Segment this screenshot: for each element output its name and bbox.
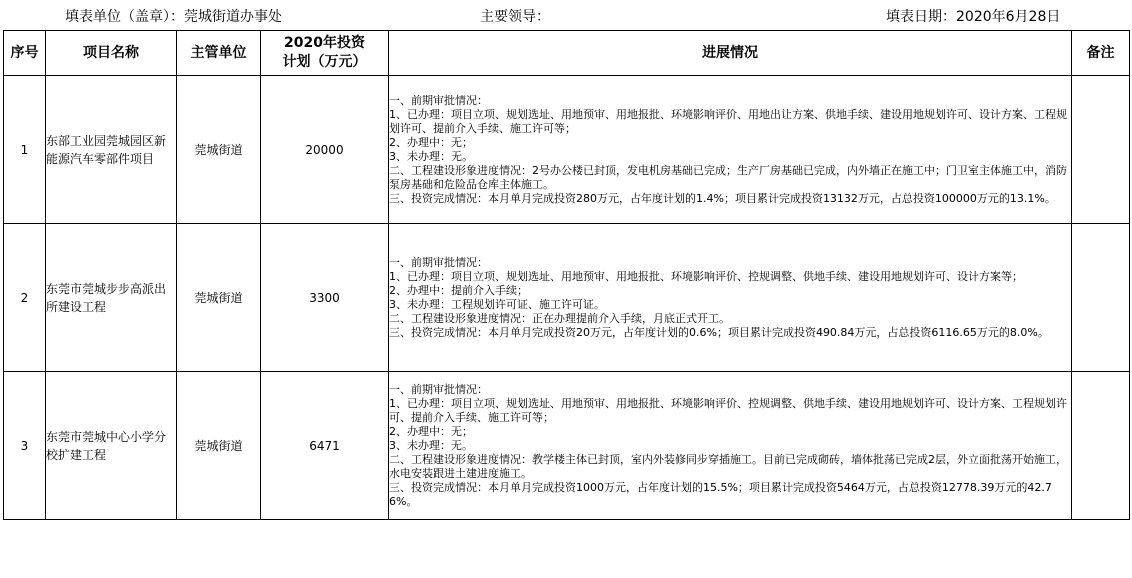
- progress-line: 3、未办理：无。: [389, 149, 473, 163]
- table-row: [4, 224, 1130, 372]
- progress-cell: [389, 372, 1072, 520]
- progress-line: 2、办理中：无；: [389, 424, 473, 438]
- main-leader: 主要领导：: [480, 9, 550, 25]
- progress-cell: [389, 76, 1072, 224]
- table-row: [4, 76, 1130, 224]
- table-row: [4, 372, 1130, 520]
- progress-line: 三、投资完成情况：本月单月完成投资1000万元，占年度计划的15.5%；项目累计完成投资5464万元，占总投资12778.39万元的42.76%。: [389, 480, 1052, 508]
- managing-unit: 莞城街道: [177, 372, 261, 520]
- remark-cell: [1072, 224, 1130, 372]
- col-header-name: 项目名称: [46, 31, 177, 76]
- report-header: [0, 0, 1132, 30]
- col-header-unit: 主管单位: [177, 31, 261, 76]
- investment-plan: 20000: [261, 76, 389, 224]
- progress-line: 3、未办理：工程规划许可证、施工许可证。: [389, 297, 605, 311]
- filing-date: 填表日期：2020年6月28日: [886, 9, 1061, 25]
- progress-line: 2、办理中：无；: [389, 135, 473, 149]
- col-header-plan: [261, 31, 389, 76]
- progress-line: 3、未办理：无。: [389, 438, 473, 452]
- progress-line: 2、办理中：提前介入手续；: [389, 283, 528, 297]
- row-index: 3: [4, 372, 46, 520]
- progress-line: 三、投资完成情况：本月单月完成投资20万元，占年度计划的0.6%；项目累计完成投资490.84万元，占总投资6116.65万元的8.0%。: [389, 325, 1049, 339]
- progress-line: 一、前期审批情况：: [389, 93, 488, 107]
- col-header-plan-line1: 2020年投资: [284, 35, 365, 51]
- project-name: 东莞市莞城步步高派出所建设工程: [46, 224, 177, 372]
- remark-cell: [1072, 76, 1130, 224]
- investment-plan: 3300: [261, 224, 389, 372]
- progress-line: 1、已办理：项目立项、规划选址、用地预审、用地报批、环境影响评价、控规调整、供地手续、建设用地规划许可、设计方案、工程规划许可、提前介入手续、施工许可等；: [389, 396, 1067, 424]
- col-header-progress: 进展情况: [389, 31, 1072, 76]
- progress-line: 二、工程建设形象进度情况：正在办理提前介入手续，月底正式开工。: [389, 311, 730, 325]
- investment-plan: 6471: [261, 372, 389, 520]
- progress-line: 二、工程建设形象进度情况：教学楼主体已封顶，室内外装修同步穿插施工。目前已完成砌砖，墙体批荡已完成2层，外立面批荡开始施工，水电安装跟进土建进度施工。: [389, 452, 1067, 480]
- progress-cell: [389, 224, 1072, 372]
- row-index: 1: [4, 76, 46, 224]
- col-header-remark: 备注: [1072, 31, 1130, 76]
- col-header-index: 序号: [4, 31, 46, 76]
- col-header-plan-line2: 计划（万元）: [282, 54, 367, 70]
- progress-line: 一、前期审批情况：: [389, 382, 488, 396]
- progress-line: 1、已办理：项目立项、规划选址、用地预审、用地报批、环境影响评价、用地出让方案、供地手续、建设用地规划许可、设计方案、工程规划许可、提前介入手续、施工许可等；: [389, 107, 1067, 135]
- project-table: [3, 30, 1130, 520]
- progress-line: 1、已办理：项目立项、规划选址、用地预审、用地报批、环境影响评价、控规调整、供地手续、建设用地规划许可、设计方案等；: [389, 269, 1023, 283]
- progress-line: 二、工程建设形象进度情况：2号办公楼已封顶，发电机房基础已完成；生产厂房基础已完成，内外墙正在施工中；门卫室主体施工中，消防泵房基础和危险品仓库主体施工。: [389, 163, 1067, 191]
- progress-line: 一、前期审批情况：: [389, 255, 488, 269]
- progress-line: 三、投资完成情况：本月单月完成投资280万元，占年度计划的1.4%；项目累计完成投资13132万元，占总投资100000万元的13.1%。: [389, 191, 1056, 205]
- filing-unit: 填表单位（盖章）：莞城街道办事处: [65, 9, 282, 25]
- table-header-row: [4, 31, 1130, 76]
- project-name: 东莞市莞城中心小学分校扩建工程: [46, 372, 177, 520]
- remark-cell: [1072, 372, 1130, 520]
- managing-unit: 莞城街道: [177, 224, 261, 372]
- row-index: 2: [4, 224, 46, 372]
- managing-unit: 莞城街道: [177, 76, 261, 224]
- project-name: 东部工业园莞城园区新能源汽车零部件项目: [46, 76, 177, 224]
